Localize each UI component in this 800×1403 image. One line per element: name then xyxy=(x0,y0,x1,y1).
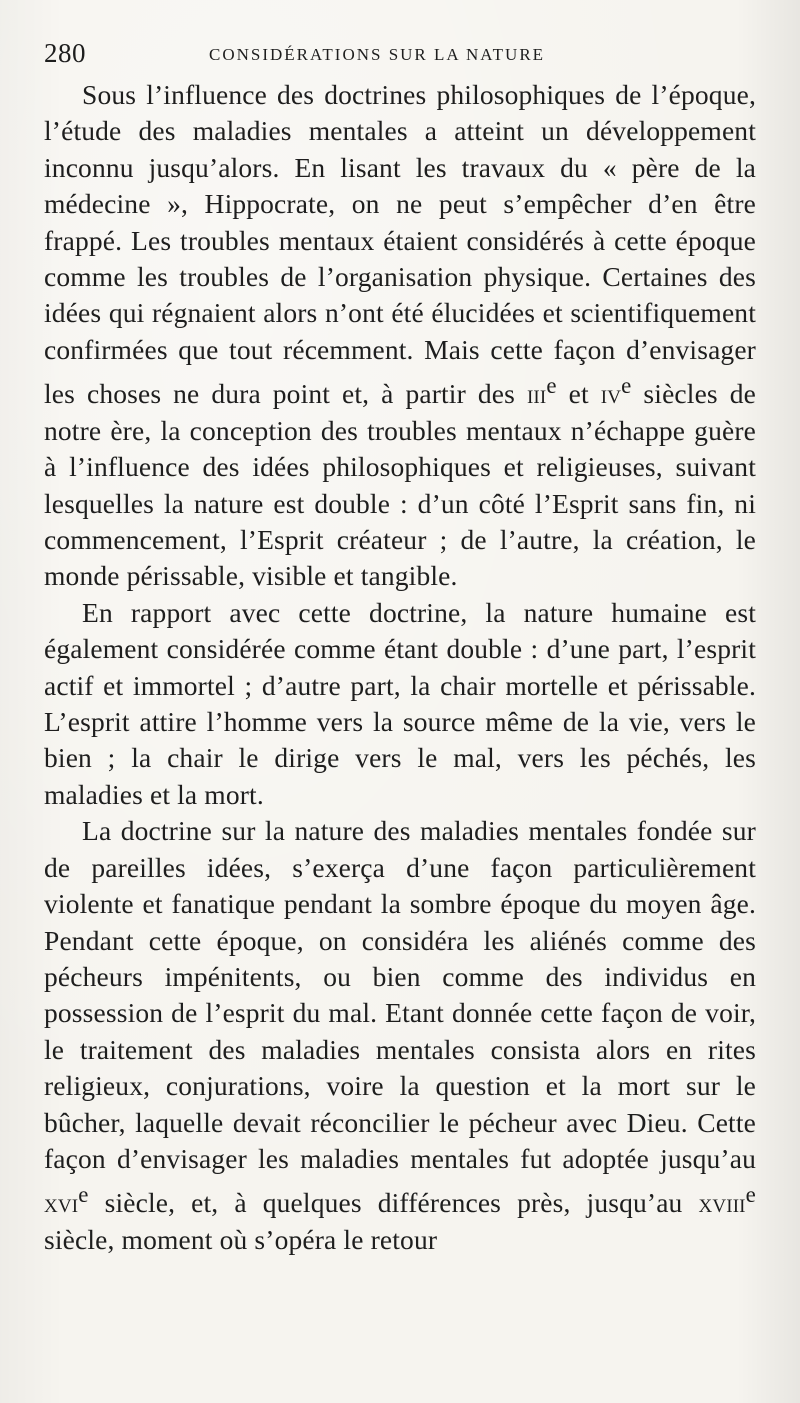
roman-numeral: iv xyxy=(600,378,622,410)
text-segment: La doctrine sur la nature des maladies mentales fondée sur de pareilles idées, s’exerça d’une façon particulièrement violente et fanatique pendant la sombre époque du moyen âge. Pendant cette époque, on considéra les aliénés comme des pécheurs impénitents, ou bien comme des individus en possession de l’esprit du mal. Etant donnée cette façon de voir, le traitement des maladies mentales consista alors en rites religieux, conjurations, voire la question et la mort sur le bûcher, laquelle devait réconcilier le pécheur avec Dieu. Cette façon d’envisager les maladies mentales fut adoptée jusqu’au xyxy=(44,815,756,1174)
roman-numeral: xvi xyxy=(44,1187,79,1219)
paragraph xyxy=(44,595,756,813)
roman-numeral: xviii xyxy=(698,1187,746,1219)
page-number: 280 xyxy=(44,38,86,68)
ordinal-superscript: e xyxy=(621,373,632,399)
ordinal-superscript: e xyxy=(546,373,557,399)
body-text xyxy=(44,77,756,1258)
text-segment: siècle, moment où s’opéra le retour xyxy=(44,1223,438,1255)
text-segment: siècle, et, à quelques différences près, jusqu’au xyxy=(88,1187,699,1219)
paragraph xyxy=(44,813,756,1258)
text-segment: siècles de notre ère, la conception des troubles mentaux n’échappe guère à l’influence des idées philosophiques et religieuses, suivant lesquelles la nature est double : d’un côté l’Esprit sans fin, ni commencement, l’Esprit créateur ; de l’autre, la création, le monde périssable, visible et tangible. xyxy=(44,378,756,592)
running-head xyxy=(44,38,756,72)
ordinal-superscript: e xyxy=(78,1182,89,1208)
text-segment: Sous l’influence des doctrines philosophiques de l’époque, l’étude des maladies mentales a atteint un développement inconnu jusqu’alors. En lisant les travaux du « père de la médecine », Hippocrate, on ne peut s’empêcher d’en être frappé. Les troubles mentaux étaient considérés à cette époque comme les troubles de l’organisation physique. Certaines des idées qui régnaient alors n’ont été élucidées et scientifiquement confirmées que tout récemment. Mais cette façon d’envisager les choses ne dura point et, à partir des xyxy=(44,79,756,410)
running-title: CONSIDÉRATIONS SUR LA NATURE xyxy=(209,45,546,64)
paragraph xyxy=(44,77,756,595)
roman-numeral: iii xyxy=(526,378,547,410)
ordinal-superscript: e xyxy=(745,1182,756,1208)
text-segment: En rapport avec cette doctrine, la nature humaine est également considérée comme étant double : d’une part, l’esprit actif et immortel ; d’autre part, la chair mortelle et périssable. L’esprit attire l’homme vers la source même de la vie, vers le bien ; la chair le dirige vers le mal, vers les péchés, les maladies et la mort. xyxy=(44,596,756,810)
text-segment: et xyxy=(556,378,601,410)
